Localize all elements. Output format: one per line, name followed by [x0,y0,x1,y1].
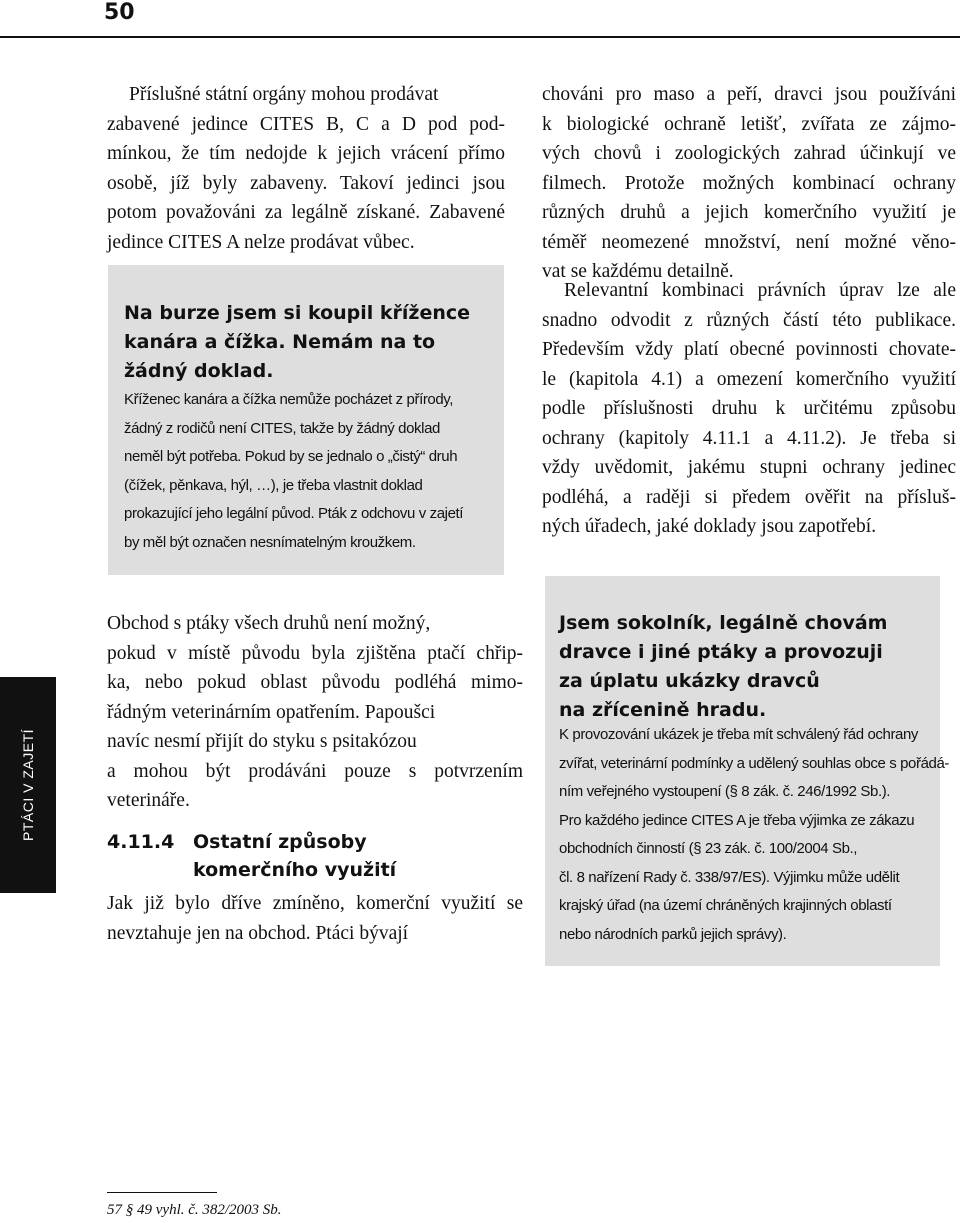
text-line: vat se každému detailně. [542,261,734,282]
text-line: a mohou být prodáváni pouze s potvrzením [107,760,523,782]
text-line: navíc nesmí přijít do styku s psitakózou [107,731,417,752]
footnote-rule [107,1192,217,1193]
section-heading [107,828,367,856]
text-line: k biologické ochraně letišť, zvířata ze zájmo- [542,113,956,135]
text-line: filmech. Protože možných kombinací ochrany [542,172,956,194]
text-line: ných úřadech, jaké doklady jsou zapotřebí. [542,516,877,537]
section-number: 4.11.4 [107,831,175,853]
text-line: Na burze jsem si koupil křížence [124,302,471,324]
section-title-line-2: komerčního využití [193,859,397,881]
footnote: 57 § 49 vyhl. č. 382/2003 Sb. [107,1202,282,1218]
text-line: téměř neomezené množství, není možné věno- [542,231,956,253]
text-line: mínkou, že tím nedojde k jejich vrácení přímo [107,143,505,164]
text-line: krajský úřad (na území chráněných krajinných oblastí [559,897,892,914]
text-line: K provozování ukázek je třeba mít schválený řád ochrany [559,726,919,743]
text-line: by měl být označen nesnímatelným kroužkem. [124,533,416,551]
section-heading-line-2 [193,856,396,884]
text-line: žádný z rodičů není CITES, takže by žádný doklad [124,419,440,437]
text-line: prokazující jeho legální původ. Pták z odchovu v zajetí [124,505,464,522]
left-bottom-paragraph [107,609,523,816]
text-line: Především vždy platí obecné povinnosti chovate- [542,339,956,360]
text-line: Relevantní kombinaci právních úprav lze ale [564,280,956,301]
chapter-side-tab-label: PTÁCI V ZAJETÍ [20,728,36,842]
text-line: nebo národních parků jejich správy). [559,925,787,943]
text-line: chováni pro maso a peří, dravci jsou používáni [542,84,956,105]
header-rule [0,36,960,38]
text-line: neměl být potřeba. Pokud by se jednalo o „čistý“ druh [124,448,458,465]
text-line: Příslušné státní orgány mohou prodávat [129,84,439,105]
text-line: osobě, jíž byly zabaveny. Takoví jedinci jsou [107,172,505,194]
text-line: podle příslušnosti druhu k určitému způsobu [542,398,956,419]
text-line: čl. 8 nařízení Rady č. 338/97/ES). Výjimku může udělit [559,868,900,886]
text-line: ochrany (kapitoly 4.11.1 a 4.11.2). Je třeba si [542,427,956,449]
qa-box-hybrid-question [124,299,470,386]
text-line: Pro každého jedince CITES A je třeba výjimka ze zákazu [559,811,915,829]
qa-box-hybrid-answer [124,386,494,557]
section-paragraph [107,889,523,948]
text-line: zvířat, veterinární podmínky a udělený souhlas obce s pořádá- [559,754,949,772]
text-line: za úplatu ukázky dravců [559,670,820,692]
right-top-paragraph-1 [542,80,956,287]
text-line: ka, nebo pokud oblast původu podléhá mimo- [107,672,523,693]
text-line: nevztahuje jen na obchod. Ptáci bývají [107,922,409,944]
text-line: vždy uvědomit, jakému stupni ochrany jedinec [542,457,956,478]
text-line: le (kapitola 4.1) a omezení komerčního využití [542,368,956,390]
text-line: (čížek, pěnkava, hýl, …), je třeba vlastnit doklad [124,476,423,494]
text-line: obchodních činností (§ 23 zák. č. 100/2004 Sb., [559,840,858,857]
text-line: podléhá, a raději si předem ověřit na přísluš- [542,486,956,508]
text-line: Jak již bylo dříve zmíněno, komerční využití se [107,893,523,914]
text-line: zabavené jedince CITES B, C a D pod pod- [107,113,505,135]
text-line: různých druhů a jejich komerčního využití je [542,202,956,223]
text-line: ním veřejného vystoupení (§ 8 zák. č. 246/1992 Sb.). [559,783,891,800]
qa-box-falconer-answer [559,721,949,949]
text-line: snadno odvodit z různých částí této publikace. [542,309,956,331]
chapter-side-tab [0,677,56,893]
text-line: vých chovů i zoologických zahrad účinkují ve [542,143,956,164]
text-line: pokud v místě původu byla zjištěna ptačí chřip- [107,642,523,664]
text-line: jedince CITES A nelze prodávat vůbec. [107,231,415,253]
text-line: dravce i jiné ptáky a provozuji [559,641,883,663]
page-number: 50 [104,0,135,25]
text-line: Obchod s ptáky všech druhů není možný, [107,613,431,634]
text-line: veterináře. [107,790,190,811]
qa-box-falconer-question [559,609,887,725]
text-line: kanára a čížka. Nemám na to [124,331,436,353]
text-line: na zřícenině hradu. [559,699,767,721]
section-title-line-1: Ostatní způsoby [193,831,367,853]
left-top-paragraph [107,80,505,257]
text-line: řádným veterinárním opatřením. Papoušci [107,701,436,723]
text-line: Jsem sokolník, legálně chovám [559,612,888,634]
text-line: Kříženec kanára a čížka nemůže pocházet z přírody, [124,391,454,408]
right-top-paragraph-2 [542,276,956,542]
text-line: žádný doklad. [124,360,274,382]
text-line: potom považováni za legálně získané. Zabavené [107,202,505,223]
